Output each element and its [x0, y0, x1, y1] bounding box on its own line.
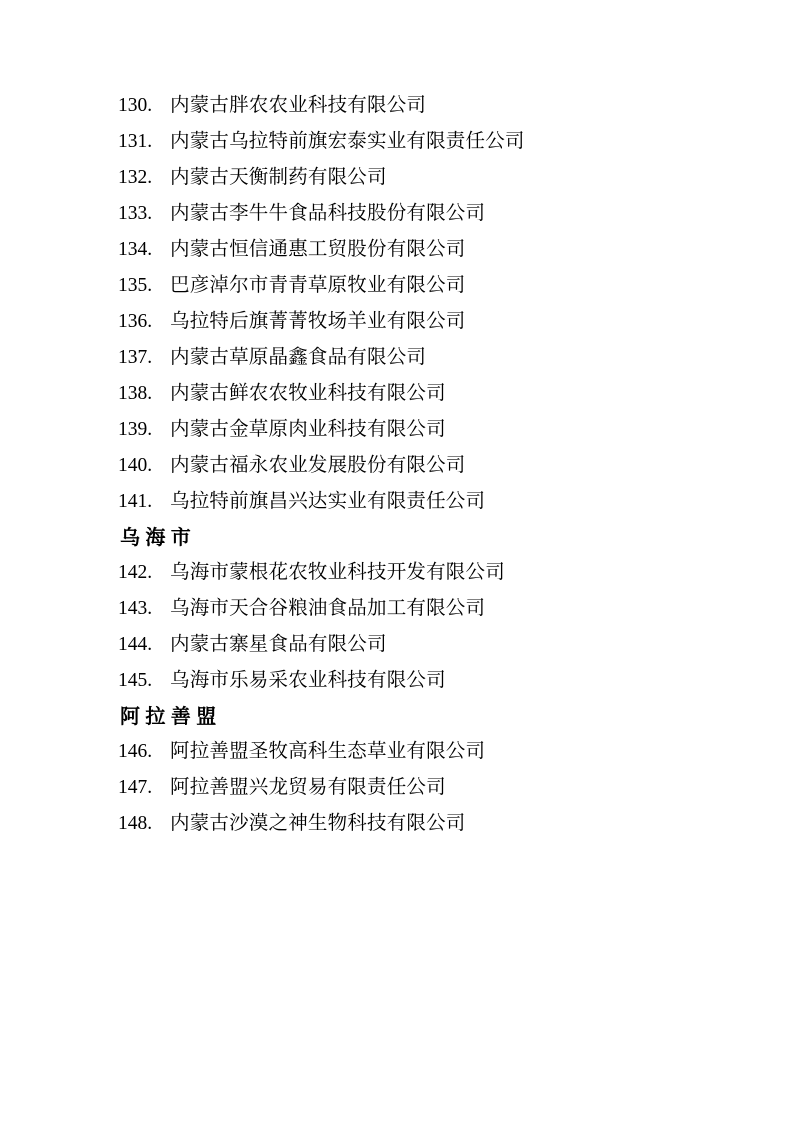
list-item-number: 133.	[118, 203, 153, 224]
list-item-number: 135.	[118, 275, 153, 296]
list-item-number: 141.	[118, 491, 153, 512]
list-item	[118, 635, 675, 655]
list-item-company-name: 巴彦淖尔市青青草原牧业有限公司	[170, 275, 466, 296]
enterprise-list	[118, 96, 675, 834]
list-item	[118, 276, 675, 296]
list-item-company-name: 乌拉特后旗菁菁牧场羊业有限公司	[170, 311, 466, 332]
list-item-company-name: 内蒙古乌拉特前旗宏泰实业有限责任公司	[170, 131, 525, 152]
list-item	[118, 240, 675, 260]
list-item-company-name: 阿拉善盟兴龙贸易有限责任公司	[170, 777, 446, 798]
list-item-company-name: 内蒙古恒信通惠工贸股份有限公司	[170, 239, 466, 260]
list-item	[118, 456, 675, 476]
list-item-number: 143.	[118, 598, 153, 619]
list-item	[118, 420, 675, 440]
list-item	[118, 814, 675, 834]
list-item	[118, 384, 675, 404]
list-item	[118, 132, 675, 152]
list-item-company-name: 内蒙古福永农业发展股份有限公司	[170, 455, 466, 476]
list-item-company-name: 乌海市乐易采农业科技有限公司	[170, 670, 446, 691]
list-item	[118, 778, 675, 798]
list-item-number: 146.	[118, 741, 153, 762]
list-item-company-name: 内蒙古李牛牛食品科技股份有限公司	[170, 203, 486, 224]
section-heading: 阿 拉 善 盟	[120, 706, 217, 728]
list-item-company-name: 阿拉善盟圣牧高科生态草业有限公司	[170, 741, 486, 762]
list-item-number: 132.	[118, 167, 153, 188]
list-item-company-name: 内蒙古草原晶鑫食品有限公司	[170, 347, 427, 368]
list-item-number: 142.	[118, 562, 153, 583]
list-item-number: 138.	[118, 383, 153, 404]
list-item-number: 144.	[118, 634, 153, 655]
list-item	[118, 599, 675, 619]
list-item	[118, 312, 675, 332]
list-item-number: 131.	[118, 131, 153, 152]
list-item	[118, 742, 675, 762]
list-item-company-name: 内蒙古寨星食品有限公司	[170, 634, 387, 655]
list-item-number: 145.	[118, 670, 153, 691]
list-item-number: 130.	[118, 95, 153, 116]
list-item-company-name: 乌拉特前旗昌兴达实业有限责任公司	[170, 491, 486, 512]
list-item-number: 136.	[118, 311, 153, 332]
list-item-number: 139.	[118, 419, 153, 440]
list-item	[118, 168, 675, 188]
list-item-company-name: 内蒙古鲜农农牧业科技有限公司	[170, 383, 446, 404]
list-item-number: 134.	[118, 239, 153, 260]
list-item-number: 148.	[118, 813, 153, 834]
list-item-company-name: 乌海市蒙根花农牧业科技开发有限公司	[170, 562, 505, 583]
list-item	[118, 96, 675, 116]
list-item-company-name: 内蒙古沙漠之神生物科技有限公司	[170, 813, 466, 834]
list-item-company-name: 内蒙古胖农农业科技有限公司	[170, 95, 427, 116]
list-item-number: 140.	[118, 455, 153, 476]
list-item-company-name: 乌海市天合谷粮油食品加工有限公司	[170, 598, 486, 619]
list-item-company-name: 内蒙古天衡制药有限公司	[170, 167, 387, 188]
list-item-number: 137.	[118, 347, 153, 368]
list-item-company-name: 内蒙古金草原肉业科技有限公司	[170, 419, 446, 440]
list-item	[118, 671, 675, 691]
list-item	[118, 204, 675, 224]
list-item	[118, 348, 675, 368]
section-heading: 乌 海 市	[120, 527, 191, 549]
list-item	[118, 492, 675, 512]
list-item	[118, 563, 675, 583]
list-item-number: 147.	[118, 777, 153, 798]
